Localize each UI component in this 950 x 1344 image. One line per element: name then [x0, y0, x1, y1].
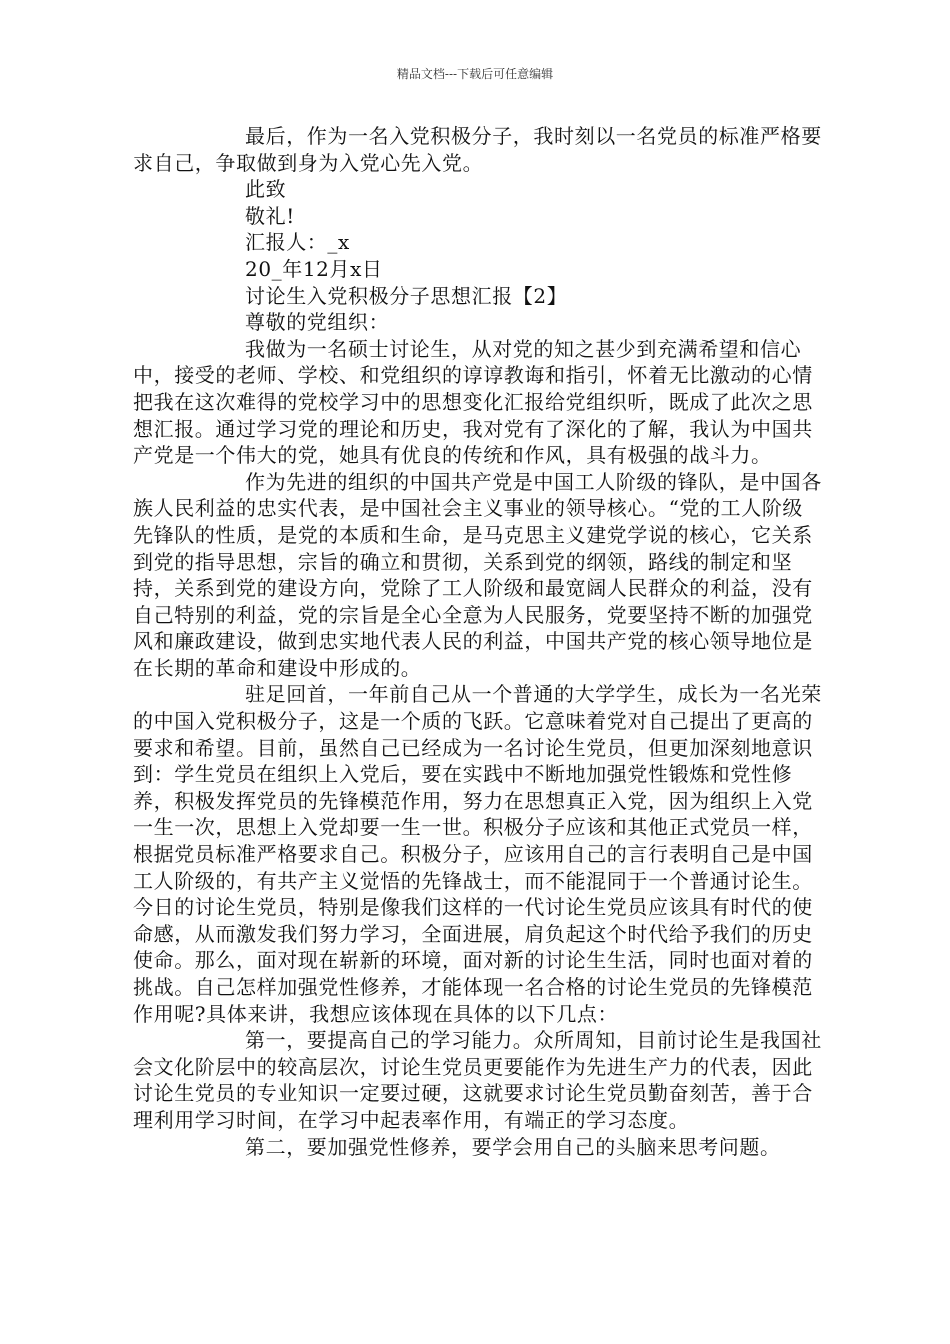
paragraph-closing: 最后，作为一名入党积极分子，我时刻以一名党员的标准严格要求自己，争取做到身为入党心先入党。: [133, 124, 822, 175]
page-header: 精品文档---下载后可任意编辑: [396, 67, 554, 81]
paragraph-body-3: 驻足回首，一年前自己从一个普通的大学学生，成长为一名光荣的中国入党积极分子，这是一个质的飞跃。它意味着党对自己提出了更高的要求和希望。目前，虽然自己已经成为一名讨论生党员，但更加深刻地意识到：学生党员在组织上入党后，要在实践中不断地加强党性锻炼和党性修养，积极发挥党员的先锋模范作用，努力在思想真正入党，因为组织上入党一生一次，思想上入党却要一生一世。积极分子应该和其他正式党员一样，根据党员标准严格要求自己。积极分子，应该用自己的言行表明自己是中国工人阶级的，有共产主义觉悟的先锋战士，而不能混同于一个普通讨论生。今日的讨论生党员，特别是像我们这样的一代讨论生党员应该具有时代的使命感，从而激发我们努力学习，全面进展，肩负起这个时代给予我们的历史使命。那么，面对现在崭新的环境，面对新的讨论生生活，同时也面对着的挑战。自己怎样加强党性修养，才能体现一名合格的讨论生党员的先锋模范作用呢?具体来讲，我想应该体现在具体的以下几点：: [133, 682, 822, 1026]
paragraph-body-4: 第一，要提高自己的学习能力。众所周知，目前讨论生是我国社会文化阶层中的较高层次，讨论生党员更要能作为先进生产力的代表，因此讨论生党员的专业知识一定要过硬，这就要求讨论生党员勤奋刻苦，善于合理利用学习时间，在学习中起表率作用，有端正的学习态度。: [133, 1028, 822, 1132]
paragraph-salutation-1: 此致: [245, 177, 287, 202]
paragraph-body-2: 作为先进的组织的中国共产党是中国工人阶级的锋队，是中国各族人民利益的忠实代表，是中国社会主义事业的领导核心。“党的工人阶级先锋队的性质，是党的本质和生命，是马克思主义建党学说的核心，它关系到党的指导思想，宗旨的确立和贯彻，关系到党的纲领，路线的制定和坚持，关系到党的建设方向，党除了工人阶级和最宽阔人民群众的利益，没有自己特别的利益，党的宗旨是全心全意为人民服务，党要坚持不断的加强党风和廉政建设，做到忠实地代表人民的利益，中国共产党的核心领导地位是在长期的革命和建设中形成的。: [133, 469, 822, 680]
paragraph-body-5: 第二，要加强党性修养，要学会用自己的头脑来思考问题。: [245, 1134, 781, 1159]
section-title: 讨论生入党积极分子思想汇报【2】: [245, 283, 568, 308]
paragraph-reporter: 汇报人：_x: [245, 230, 350, 255]
paragraph-greeting: 尊敬的党组织：: [245, 310, 390, 335]
paragraph-body-1: 我做为一名硕士讨论生，从对党的知之甚少到充满希望和信心中，接受的老师、学校、和党组织的谆谆教诲和指引，怀着无比激动的心情把我在这次难得的党校学习中的思想变化汇报给党组织听，既成了此次之思想汇报。通过学习党的理论和历史，我对党有了深化的了解，我认为中国共产党是一个伟大的党，她具有优良的传统和作风，具有极强的战斗力。: [133, 336, 813, 468]
paragraph-date: 20_年12月x日: [245, 256, 383, 281]
paragraph-salutation-2: 敬礼!: [245, 203, 295, 228]
document-body: [133, 123, 823, 1160]
